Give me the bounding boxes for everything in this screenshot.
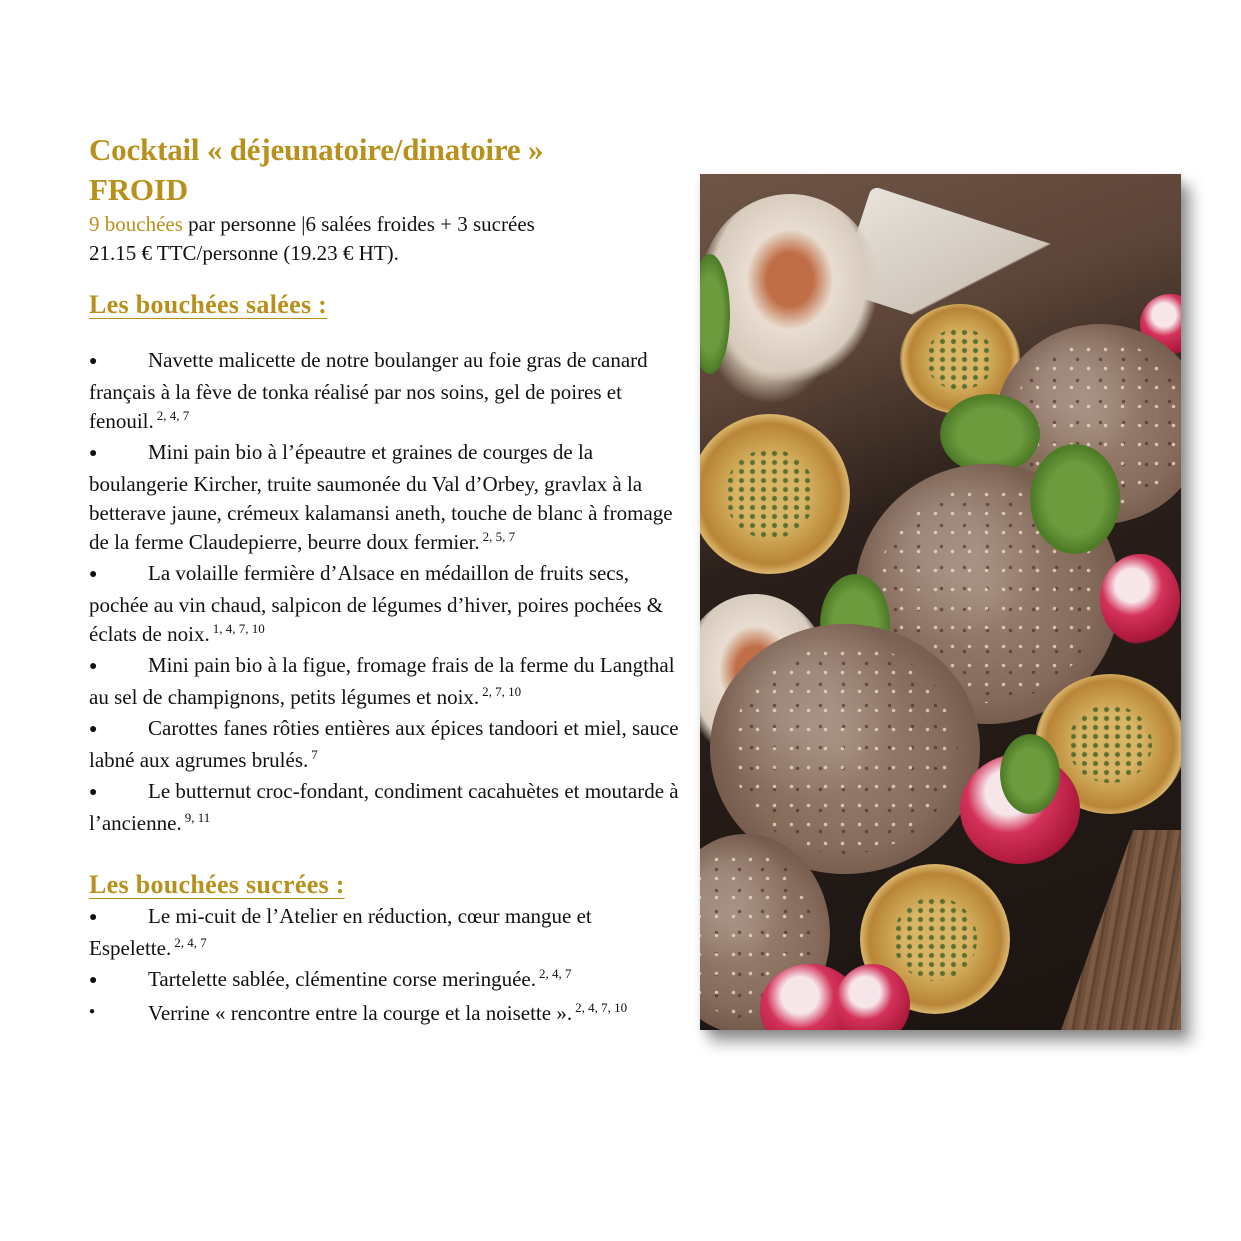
section-title-sucrees: Les bouchées sucrées : <box>89 870 345 899</box>
list-salees <box>89 346 681 838</box>
section-title-salees: Les bouchées salées : <box>89 290 328 319</box>
seed-texture <box>732 644 959 854</box>
item-text: Mini pain bio à la figue, fromage frais de la ferme du Langthal au sel de champignons, petits légumes et noix. <box>89 653 675 709</box>
title-line-2: FROID <box>89 172 188 207</box>
item-text: Tartelette sablée, clémentine corse meringuée. <box>148 967 536 991</box>
item-text: Le mi-cuit de l’Atelier en réduction, cœur mangue et Espelette. <box>89 904 592 960</box>
allergen-codes: 2, 4, 7, 10 <box>575 1000 628 1015</box>
herb-flecks <box>893 897 977 981</box>
title-line-1: Cocktail « déjeunatoire/dinatoire » <box>89 132 544 167</box>
allergen-codes: 2, 7, 10 <box>482 684 522 699</box>
bullet-icon <box>89 438 148 470</box>
herb-flecks <box>725 449 815 539</box>
list-item <box>89 346 681 436</box>
bullet-icon <box>89 999 148 1032</box>
item-text: La volaille fermière d’Alsace en médaillon de fruits secs, pochée au vin chaud, salpicon de légumes d’hiver, poires pochées & éclats de noix. <box>89 561 664 646</box>
bullet-icon <box>89 346 148 378</box>
list-item <box>89 999 681 1032</box>
allergen-codes: 2, 5, 7 <box>482 529 516 544</box>
list-item <box>89 714 681 775</box>
menu-text-column <box>89 130 681 1034</box>
quiche <box>700 414 850 574</box>
item-text: Carottes fanes rôties entières aux épices tandoori et miel, sauce labné aux agrumes brulés. <box>89 716 679 772</box>
list-item <box>89 777 681 838</box>
item-text: Mini pain bio à l’épeautre et graines de courges de la boulangerie Kircher, truite saumonée du Val d’Orbey, gravlax à la betterave jaune, crémeux kalamansi aneth, touche de blanc à fromage de la ferme Claudepierre, beurre doux fermier. <box>89 440 673 554</box>
bullet-icon <box>89 902 148 934</box>
allergen-codes: 7 <box>311 747 318 762</box>
allergen-codes: 1, 4, 7, 10 <box>212 621 265 636</box>
bullet-icon <box>89 965 148 997</box>
item-text: Navette malicette de notre boulanger au foie gras de canard français à la fève de tonka réalisé par nos soins, gel de poires et fenouil. <box>89 348 648 433</box>
food-photo-image <box>700 174 1181 1030</box>
allergen-codes: 2, 4, 7 <box>156 408 190 423</box>
food-photo <box>700 174 1181 1030</box>
allergen-codes: 9, 11 <box>184 810 211 825</box>
allergen-codes: 2, 4, 7 <box>174 935 207 950</box>
list-item <box>89 559 681 649</box>
list-item <box>89 965 681 997</box>
radish <box>1100 554 1180 644</box>
portion-detail: par personne |6 salées froides + 3 sucrées <box>182 212 535 236</box>
herb-flecks <box>926 328 993 390</box>
allergen-codes: 2, 4, 7 <box>539 966 572 981</box>
portion-count: 9 bouchées <box>89 212 183 236</box>
bullet-icon <box>89 714 148 746</box>
list-item <box>89 902 681 963</box>
wooden-table <box>1061 830 1181 1030</box>
portion-summary <box>89 210 681 239</box>
item-text: Verrine « rencontre entre la courge et la noisette ». <box>148 1001 573 1025</box>
herb-garnish <box>1030 444 1120 554</box>
bullet-icon <box>89 777 148 809</box>
bullet-icon <box>89 651 148 683</box>
list-item <box>89 651 681 712</box>
herb-garnish <box>940 394 1040 474</box>
list-sucrees <box>89 902 681 1032</box>
herb-garnish <box>1000 734 1060 814</box>
item-text: Le butternut croc-fondant, condiment cacahuètes et moutarde à l’ancienne. <box>89 779 679 835</box>
list-item <box>89 438 681 557</box>
herb-flecks <box>1068 705 1152 783</box>
page-title <box>89 130 681 210</box>
price-per-person: 21.15 € TTC/personne (19.23 € HT). <box>89 241 399 265</box>
bullet-icon <box>89 559 148 591</box>
